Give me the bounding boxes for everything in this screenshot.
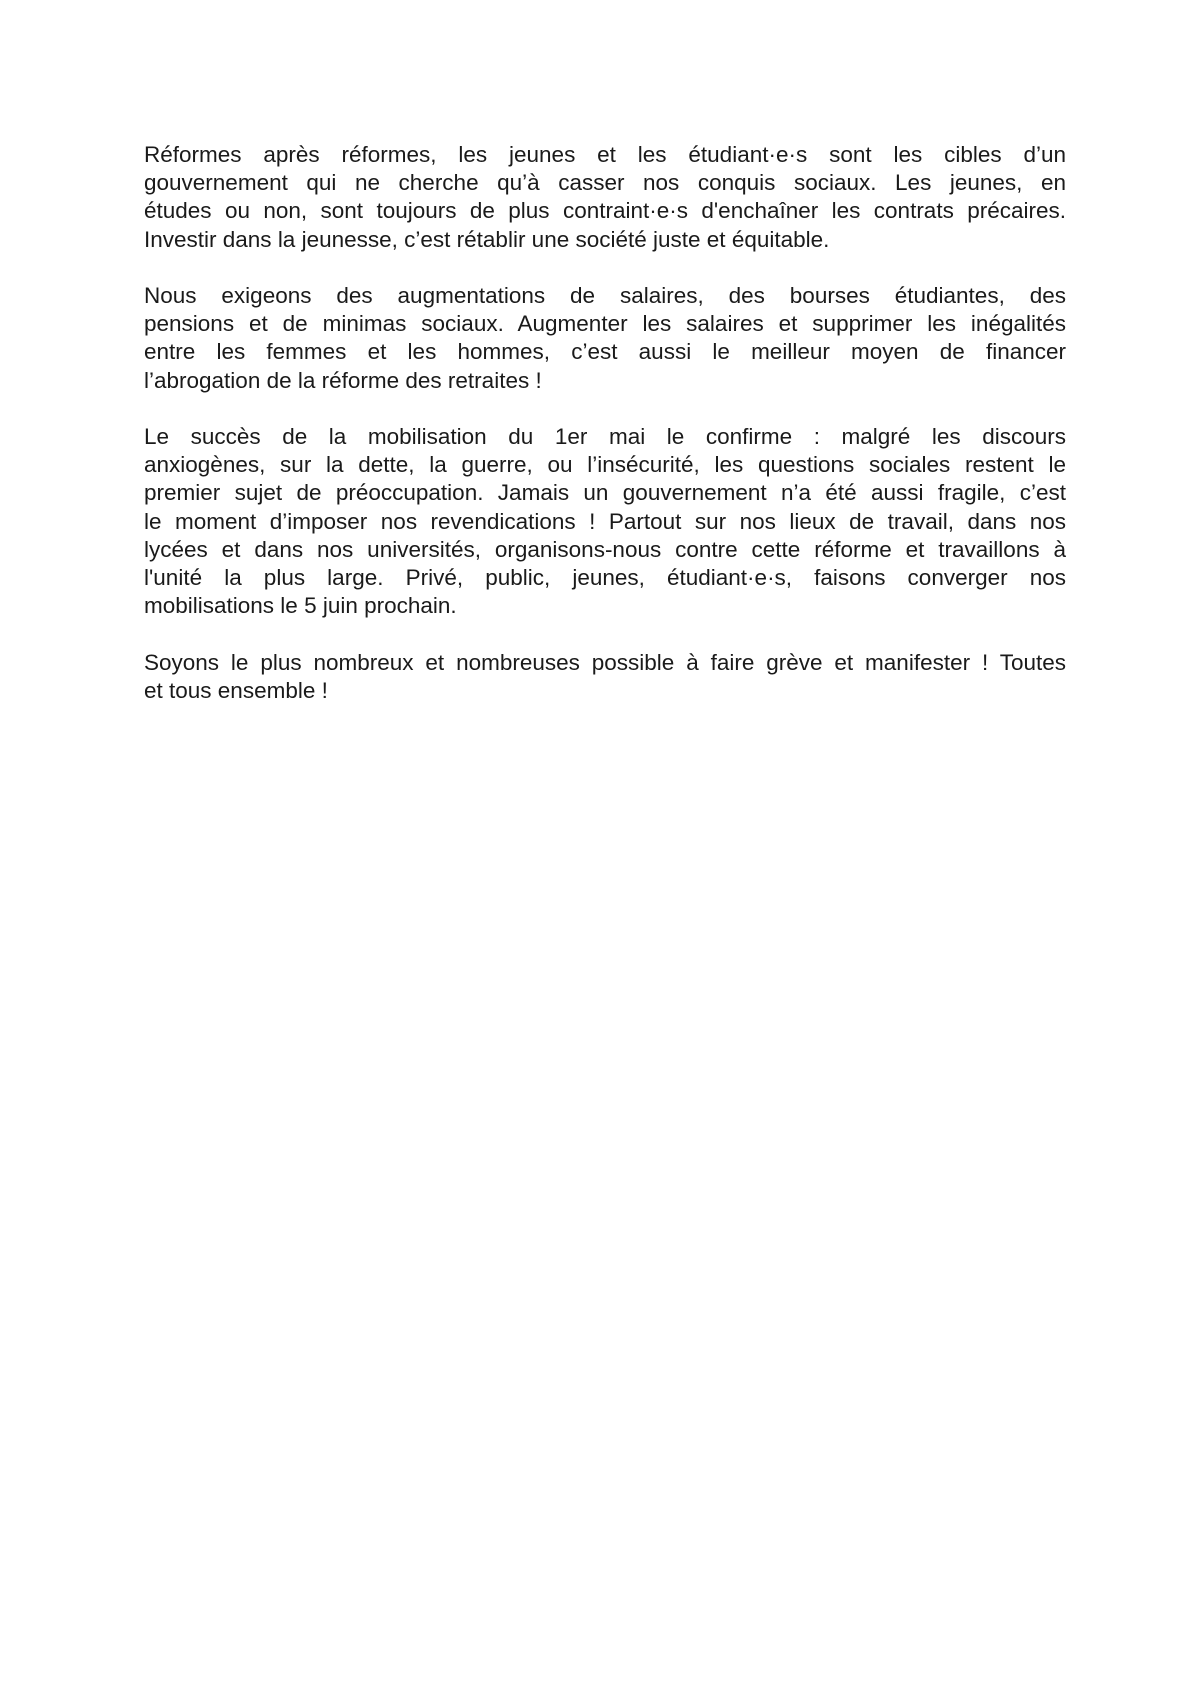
paragraph-line: études ou non, sont toujours de plus contraint·e·s d'enchaîner les contrats précaires. (144, 198, 1066, 224)
paragraph-line: mobilisations le 5 juin prochain. (144, 593, 457, 619)
document-body (144, 141, 1066, 733)
paragraph-line: l’abrogation de la réforme des retraites ! (144, 367, 542, 393)
paragraph-line: Investir dans la jeunesse, c’est rétablir une société juste et équitable. (144, 226, 830, 252)
paragraph-line: Réformes après réformes, les jeunes et les étudiant·e·s sont les cibles d’un (144, 142, 1066, 167)
paragraph-1 (144, 141, 1066, 254)
paragraph-line: premier sujet de préoccupation. Jamais un gouvernement n’a été aussi fragile, c’est (144, 480, 1066, 506)
paragraph-line: Nous exigeons des augmentations de salaires, des bourses étudiantes, des (144, 283, 1066, 308)
paragraph-line: Soyons le plus nombreux et nombreuses possible à faire grève et manifester ! Toutes (144, 649, 1066, 675)
paragraph-line: le moment d’imposer nos revendications ! Partout sur nos lieux de travail, dans nos (144, 508, 1066, 534)
paragraph-line: anxiogènes, sur la dette, la guerre, ou l’insécurité, les questions sociales restent le (144, 452, 1066, 478)
paragraph-line: l'unité la plus large. Privé, public, jeunes, étudiant·e·s, faisons converger nos (144, 565, 1066, 591)
paragraph-line: Le succès de la mobilisation du 1er mai le confirme : malgré les discours (144, 424, 1066, 449)
paragraph-line: pensions et de minimas sociaux. Augmenter les salaires et supprimer les inégalités (144, 311, 1066, 337)
paragraph-line: et tous ensemble ! (144, 677, 328, 703)
paragraph-4 (144, 649, 1066, 705)
paragraph-2 (144, 282, 1066, 395)
paragraph-line: lycées et dans nos universités, organisons-nous contre cette réforme et travaillons à (144, 536, 1066, 562)
paragraph-line: gouvernement qui ne cherche qu’à casser nos conquis sociaux. Les jeunes, en (144, 170, 1066, 196)
paragraph-line: entre les femmes et les hommes, c’est aussi le meilleur moyen de financer (144, 339, 1066, 365)
paragraph-3 (144, 423, 1066, 620)
